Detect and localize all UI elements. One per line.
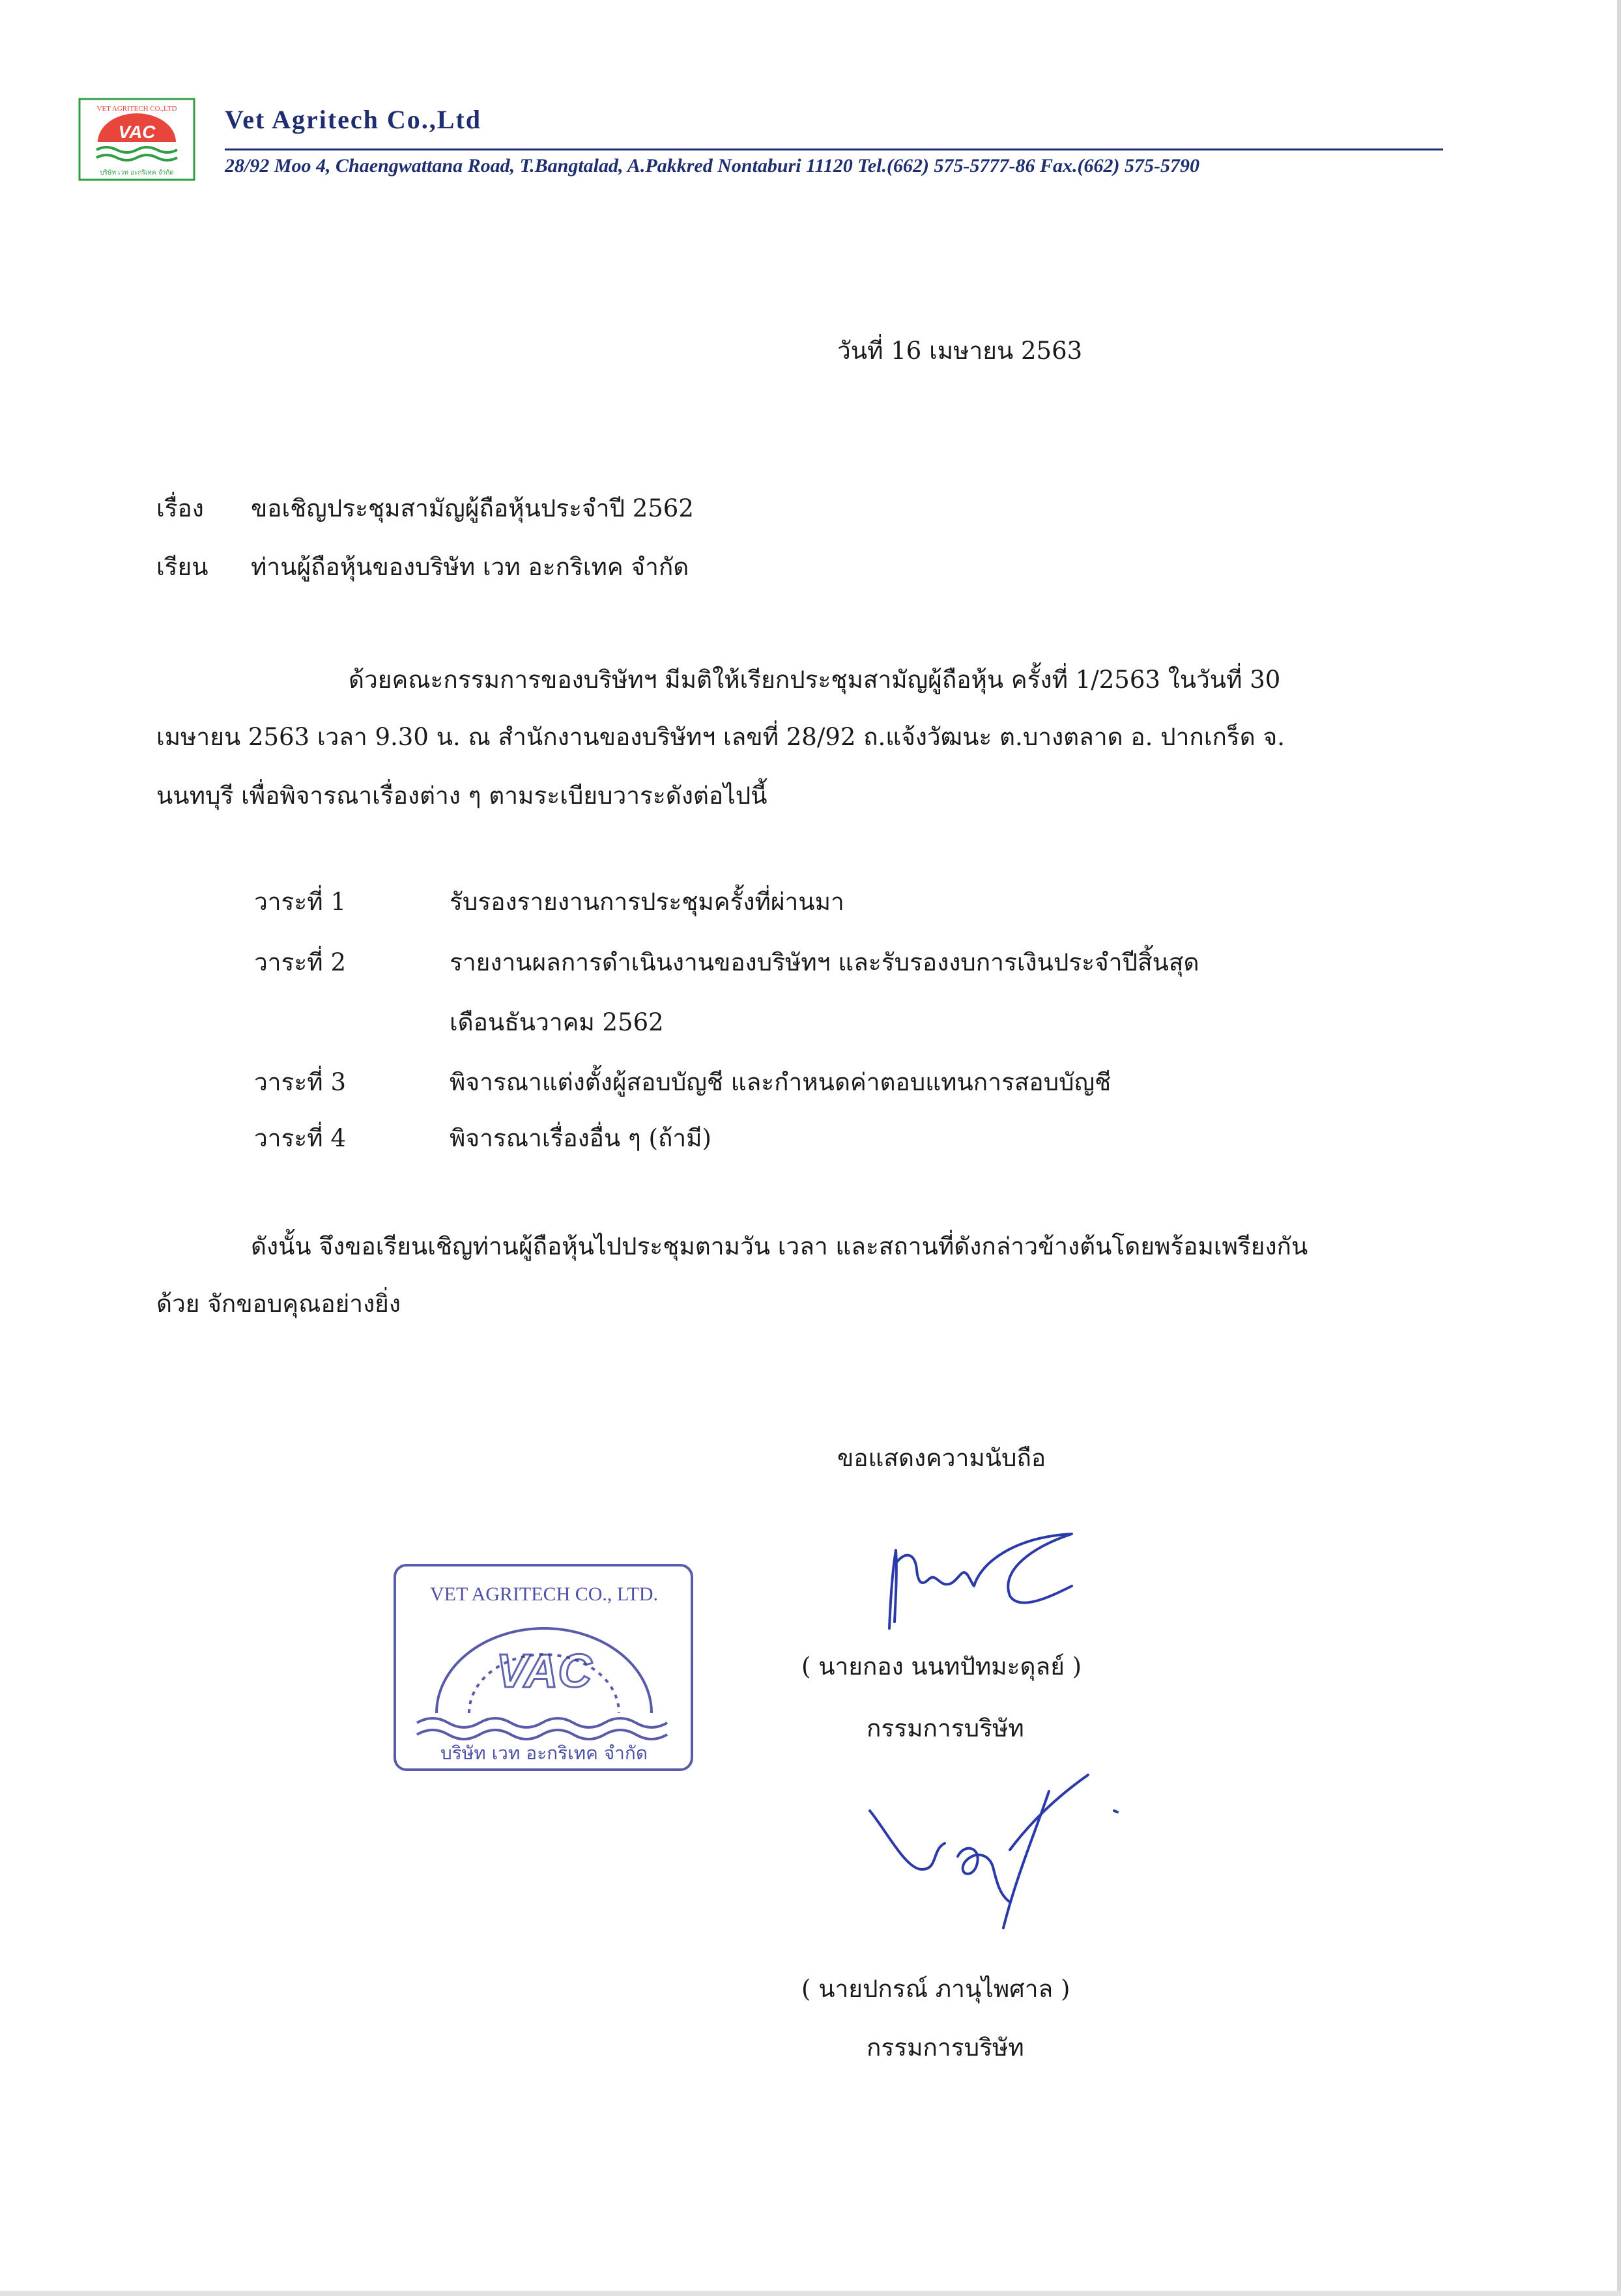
recipient-label: เรียน: [156, 553, 208, 581]
agenda-label-2: วาระที่ 2: [254, 948, 346, 976]
subject-text: ขอเชิญประชุมสามัญผู้ถือหุ้นประจำปี 2562: [251, 494, 694, 522]
logo-bottom-text: บริษัท เวท อะกริเทค จำกัด: [100, 169, 174, 177]
closing-line: ด้วย จักขอบคุณอย่างยิ่ง: [156, 1290, 401, 1318]
signer-2-title: กรรมการบริษัท: [867, 2034, 1024, 2062]
closing-line: ดังนั้น จึงขอเรียนเชิญท่านผู้ถือหุ้นไปประชุมตามวัน เวลา และสถานที่ดังกล่าวข้างต้นโดยพร้อมเพรียงกัน: [251, 1232, 1308, 1260]
signature-2: [860, 1772, 1134, 1961]
recipient-text: ท่านผู้ถือหุ้นของบริษัท เวท อะกริเทค จำกัด: [251, 553, 689, 581]
company-name: Vet Agritech Co.,Ltd: [225, 105, 482, 134]
regards-text: ขอแสดงความนับถือ: [837, 1444, 1046, 1472]
subject-label: เรื่อง: [156, 494, 204, 522]
stamp-top-text: VET AGRITECH CO., LTD.: [429, 1583, 659, 1605]
body-line: นนทบุรี เพื่อพิจารณาเรื่องต่าง ๆ ตามระเบียบวาระดังต่อไปนี้: [156, 782, 767, 810]
agenda-text-4: พิจารณาเรื่องอื่น ๆ (ถ้ามี): [450, 1124, 711, 1152]
signature-1: [876, 1524, 1091, 1641]
company-stamp: [391, 1560, 697, 1775]
company-logo: [78, 98, 195, 181]
stamp-bottom-text: บริษัท เวท อะกริเทค จำกัด: [440, 1742, 648, 1764]
scan-bottom-shadow: [0, 2291, 1621, 2296]
agenda-label-4: วาระที่ 4: [254, 1124, 346, 1152]
body-line: เมษายน 2563 เวลา 9.30 น. ณ สำนักงานของบริษัทฯ เลขที่ 28/92 ถ.แจ้งวัฒนะ ต.บางตลาด อ. ปากเกร็ด จ.: [156, 723, 1285, 751]
agenda-text-2-cont: เดือนธันวาคม 2562: [450, 1008, 664, 1036]
signer-2-name: ( นายปกรณ์ ภานุไพศาล ): [801, 1975, 1070, 2003]
stamp-mark-text: VAC: [496, 1645, 592, 1697]
company-address: 28/92 Moo 4, Chaengwattana Road, T.Bangtalad, A.Pakkred Nontaburi 11120 Tel.(662) 575-5777-86 Fax.(662) 575-5790: [225, 155, 1199, 177]
signer-1-name: ( นายกอง นนทปัทมะดุลย์ ): [801, 1652, 1082, 1680]
agenda-text-2: รายงานผลการดำเนินงานของบริษัทฯ และรับรองงบการเงินประจำปีสิ้นสุด: [450, 948, 1199, 976]
agenda-label-3: วาระที่ 3: [254, 1068, 346, 1096]
logo-top-text: VET AGRITECH CO.,LTD: [96, 105, 177, 113]
agenda-text-3: พิจารณาแต่งตั้งผู้สอบบัญชี และกำหนดค่าตอบแทนการสอบบัญชี: [450, 1068, 1112, 1096]
letter-date: วันที่ 16 เมษายน 2563: [837, 337, 1083, 365]
agenda-text-1: รับรองรายงานการประชุมครั้งที่ผ่านมา: [450, 888, 844, 916]
logo-mark-text: VAC: [118, 122, 156, 142]
body-line: ด้วยคณะกรรมการของบริษัทฯ มีมติให้เรียกประชุมสามัญผู้ถือหุ้น ครั้งที่ 1/2563 ในวันที่ 30: [349, 666, 1281, 694]
signer-1-title: กรรมการบริษัท: [867, 1714, 1024, 1742]
letterhead-rule: [225, 149, 1443, 150]
scan-edge-shadow: [1617, 0, 1621, 2296]
agenda-label-1: วาระที่ 1: [254, 888, 346, 916]
